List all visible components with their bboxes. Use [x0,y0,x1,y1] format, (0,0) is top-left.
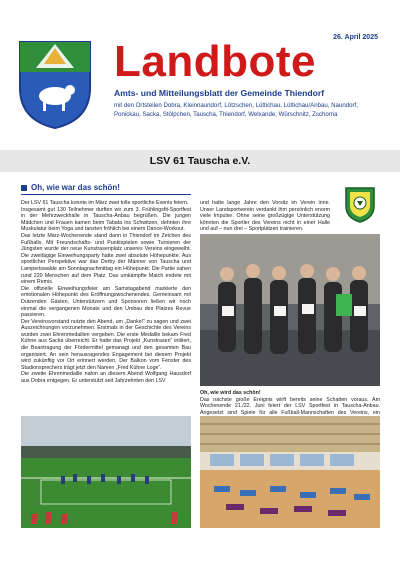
article-paragraph: Der Vereinsvorstand nutzte den Abend, um „Danke!“ zu sagen und zwei Auszeichnungen vorzunehmen. Erstmals in der Geschichte des Vereins wurden zwei Ehrenmedaillen vergeben. Die erste Medaille bekam Fred Kühne aus Sacka überreicht. Er hatte das Projekt „Kunstrasen“ initiiert, die Beantragung der Fördermittel gemanagt und den gesamten Bau organisiert. An sein herausragendes Engagement bei diesem Projekt wird zukünftig vor Ort erinnert werden. Der Balkon vom Fenster des Stadionsprechers trägt jetzt den Namen „Fred Kühne Loge“. [21,318,191,371]
newspaper-subtitle: Amts- und Mitteilungsblatt der Gemeinde Thiendorf [114,88,325,98]
article-paragraph: und hatte lange Jahre den Vorsitz im Verein inne. Unser Landsportverein verdankt ihm persönlich enorm viele Impulse. Ohne seine großzügige Unterstützung könnten die Sportler des Vereins nicht in einer Halle und auf – nun drei – Sportplätzen trainieren. [200,200,330,233]
award-ceremony-illustration [200,234,380,386]
article-paragraph: Das letzte März-Wochenende stand dann in Thiendorf im Zeichen des Fußballs. Mit Freundschafts- und Punktspielen sowie Turnieren der Jüngsten wurde der neue Kunstrasenplatz unseres Vereins eingeweiht. Die zweitägige Einweihungsparty hatte zwei absolute Höhepunkte. Aus sportlicher Perspektive war das Derby der Männer von Tauscha und Lampertswalde am Sonntagnachmittag ein Höhepunkt. Die Partie sahen rund 220 Menschen auf dem Platz. Das umkämpfte Match endete mit einem Remis. [21,232,191,286]
coat-of-arms-icon [16,38,94,130]
heading-rule [21,194,191,195]
article-paragraph: Die zweite Ehrenmedaille nahm an diesem Abend Wolfgang Hausdorf aus Dobra entgegen. Er unterstützt seit Jahrzehnten den LSV [21,371,191,385]
club-logo-icon [340,184,380,224]
award-ceremony-photo [200,234,380,386]
football-field-illustration [21,416,191,528]
districts-line-2: Ponickau, Sacka, Stölpchen, Tauscha, Thiendorf, Welxande, Würschnitz, Zschorna [114,111,338,118]
football-field-photo [21,416,191,528]
article-paragraph: Insgesamt gut 130 Teilnehmer durften wir zum 3. Frühlingsfit-Sportfest in der Mehrzweckhalle in Tauscha-Anbau begrüßen. Die jungen Mädchen und Frauen kamen beim Tabata ins Schwitzen, dehnten ihre Muskulatur beim Yoga und tanzten fröhlich bei einem Dance-Workout. [21,206,191,233]
districts-list [114,101,396,119]
square-bullet-icon [21,185,27,191]
article-left-column [21,200,191,385]
sports-hall-illustration [200,416,380,528]
article-paragraph: Der LSV 61 Tauscha konnte im März zwei tolle sportliche Events feiern. [21,200,189,206]
article-right-top [200,200,330,233]
newspaper-title: Landbote [114,37,316,86]
article-heading-text: Oh, wie war das schön! [31,183,120,192]
section-banner: LSV 61 Tauscha e.V. [0,150,400,172]
subheading-text: Oh, wie wird das schön! [200,390,261,396]
issue-date: 26. April 2025 [333,34,378,41]
masthead [0,0,400,132]
sports-hall-photo [200,416,380,528]
article-paragraph: Die offizielle Einweihungsfeier am Samstagabend markierte den emotionalen Höhepunkt des Eröffnungswochenendes. Gemeinsam mit Dutzenden Gästen, Unterstützern und Sponsoren ließen wir noch einmal die vergangenen Monate und den Umbau des Platzes Revue passieren. [21,285,191,319]
article-paragraph: Das nächste große Ereignis wirft bereits seine Schatten voraus. Am Wochenende 21./22. Juni feiert der LSV Sportfest in Tauscha-Anbau. Angesetzt sind Spiele für alle Fußball-Mannschaften des Vereins, ein [200,396,380,416]
article-heading [21,183,120,192]
districts-line-1: mit den Ortsteilen Dobra, Kleinnaundorf, Lötzschen, Lüttichau, Lüttichau/Anbau, Naundorf, [114,102,358,109]
